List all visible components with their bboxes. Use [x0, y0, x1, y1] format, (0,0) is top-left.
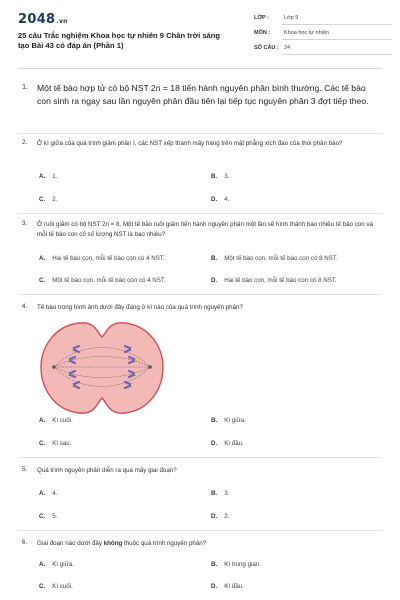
option-a[interactable]: [39, 490, 57, 497]
option-c[interactable]: [39, 513, 57, 520]
brand-logo[interactable]: [18, 12, 68, 27]
option-letter: D.: [211, 513, 218, 520]
meta-key: MÔN :: [254, 30, 271, 36]
meta-underline: [282, 24, 392, 25]
option-b[interactable]: [211, 417, 246, 424]
option-text: Kì đầu.: [224, 583, 244, 590]
question-3: [18, 220, 382, 292]
option-letter: B.: [211, 173, 218, 180]
centromere: [67, 359, 69, 361]
centromere: [131, 384, 133, 386]
meta-key: SỐ CÂU :: [254, 45, 279, 51]
option-text: Kì trung gian.: [224, 561, 261, 568]
right-centrosome: [148, 365, 152, 369]
question-1: [18, 82, 382, 132]
option-d[interactable]: [211, 583, 244, 590]
question-number: 6.: [22, 539, 28, 546]
document-title: 25 câu Trắc nghiệm Khoa học tự nhiên 9 Chân trời sáng tạo Bài 43 có đáp án (Phần 1): [18, 31, 221, 50]
option-text: Kì cuối.: [52, 583, 73, 590]
centromere: [71, 348, 73, 350]
meta-underline: [282, 54, 392, 55]
option-d[interactable]: [211, 277, 337, 284]
option-text: Kì giữa.: [224, 417, 246, 424]
option-letter: C.: [39, 513, 46, 520]
option-letter: C.: [39, 196, 46, 203]
meta-value: Khoa học tự nhiên: [284, 30, 329, 36]
question-number: 2.: [22, 139, 28, 146]
question-number: 1.: [22, 82, 29, 91]
meta-value: 24: [284, 45, 291, 51]
option-d[interactable]: [211, 440, 244, 447]
option-c[interactable]: [39, 277, 166, 284]
meta-class: [252, 13, 392, 25]
option-text: 5.: [52, 513, 58, 520]
question-2: [18, 139, 382, 209]
meta-question-count: [252, 43, 392, 55]
question-number: 4.: [22, 303, 28, 310]
question-text-emphasis: không: [103, 540, 123, 547]
question-text: Tế bào trong hình ảnh dưới đây đang ở kì nào của quá trình nguyên phân?: [37, 304, 243, 311]
question-text: Ở ruồi giấm có bộ NST 2n = 8. Một tế bào ruồi giấm tiến hành nguyên phân một lần sẽ hình thành bao nhiêu tế bào con và mỗi tế bào con có số lượng NST là bao nhiêu?: [37, 221, 373, 238]
option-letter: D.: [211, 440, 218, 447]
question-5: [18, 466, 382, 536]
brand-suffix: .vn: [56, 18, 68, 25]
option-letter: B.: [211, 255, 218, 262]
question-number: 3.: [22, 220, 28, 227]
option-text: 3.: [224, 173, 230, 180]
option-letter: A.: [39, 561, 46, 568]
option-letter: C.: [39, 277, 46, 284]
question-divider: [18, 457, 382, 458]
brand-name: 2048: [18, 12, 56, 27]
option-letter: A.: [39, 417, 46, 424]
meta-underline: [282, 39, 392, 40]
option-letter: A.: [39, 490, 46, 497]
option-letter: D.: [211, 196, 218, 203]
option-d[interactable]: [211, 196, 229, 203]
option-text: 1.: [52, 173, 58, 180]
question-text-after: thuộc quá trình nguyên phân?: [122, 540, 207, 547]
option-text: Một tế bào con, mỗi tế bào con có 4 NST.: [52, 277, 166, 284]
cell-membrane: [41, 323, 163, 413]
option-a[interactable]: [39, 561, 74, 568]
option-b[interactable]: [211, 173, 229, 180]
meta-value: Lớp 9: [284, 15, 299, 21]
question-divider: [18, 294, 382, 295]
option-b[interactable]: [211, 490, 229, 497]
header-divider: [18, 68, 382, 69]
option-text: 4.: [224, 196, 230, 203]
option-text: 4.: [52, 490, 58, 497]
option-a[interactable]: [39, 417, 73, 424]
option-text: Kì cuối.: [52, 417, 73, 424]
option-letter: B.: [211, 490, 218, 497]
option-letter: C.: [39, 583, 46, 590]
question-divider: [18, 133, 382, 134]
option-c[interactable]: [39, 196, 57, 203]
option-text: Hai tế bào con, mỗi tế bào con có 8 NST.: [224, 277, 337, 284]
option-b[interactable]: [211, 561, 261, 568]
meta-key: LỚP :: [254, 15, 269, 21]
question-divider: [18, 213, 382, 214]
page-header: [0, 0, 400, 68]
cell-illustration: [39, 319, 165, 416]
centromere: [71, 384, 73, 386]
question-text: [37, 539, 378, 549]
option-a[interactable]: [39, 255, 165, 262]
question-text-before: Giai đoạn nào dưới đây: [37, 540, 104, 547]
option-b[interactable]: [211, 255, 338, 262]
option-letter: B.: [211, 561, 218, 568]
centromere: [135, 373, 137, 375]
option-d[interactable]: [211, 513, 229, 520]
option-text: 3.: [224, 490, 230, 497]
option-letter: B.: [211, 417, 218, 424]
option-c[interactable]: [39, 440, 71, 447]
option-text: Kì đầu.: [224, 440, 244, 447]
question-number: 5.: [22, 466, 28, 473]
meta-subject: [252, 28, 392, 40]
option-text: Một tế bào con, mỗi tế bào con có 8 NST.: [224, 255, 338, 262]
option-letter: A.: [39, 255, 46, 262]
option-text: Hai tế bào con, mỗi tế bào con có 4 NST.: [52, 255, 165, 262]
mitosis-cell-figure: [39, 319, 165, 416]
option-letter: C.: [39, 440, 46, 447]
option-letter: D.: [211, 583, 218, 590]
option-text: 2.: [52, 196, 58, 203]
question-text: Ở kì giữa của quá trình giảm phân I, các NST xếp thành mấy hàng trên mặt phẳng xích đạo của thoi phân bào?: [37, 140, 343, 147]
option-a[interactable]: [39, 173, 57, 180]
option-c[interactable]: [39, 583, 73, 590]
centromere: [131, 348, 133, 350]
option-text: Kì giữa.: [52, 561, 74, 568]
centromere: [135, 359, 137, 361]
centromere: [67, 373, 69, 375]
option-text: 2.: [224, 513, 230, 520]
question-text: Quá trình nguyên phân diễn ra qua mấy giai đoạn?: [37, 467, 177, 474]
question-6: [18, 539, 382, 597]
option-letter: A.: [39, 173, 46, 180]
option-text: Kì sau.: [52, 440, 72, 447]
question-divider: [18, 530, 382, 531]
left-centrosome: [52, 365, 56, 369]
option-letter: D.: [211, 277, 218, 284]
question-text: Một tế bào hợp tử có bộ NST 2n = 18 tiến hành nguyên phân bình thường. Các tế bào con sinh ra ngay sau lần nguyên phân đầu tiên lại tiếp tục nguyên phân 3 đợt tiếp theo.: [37, 83, 369, 106]
